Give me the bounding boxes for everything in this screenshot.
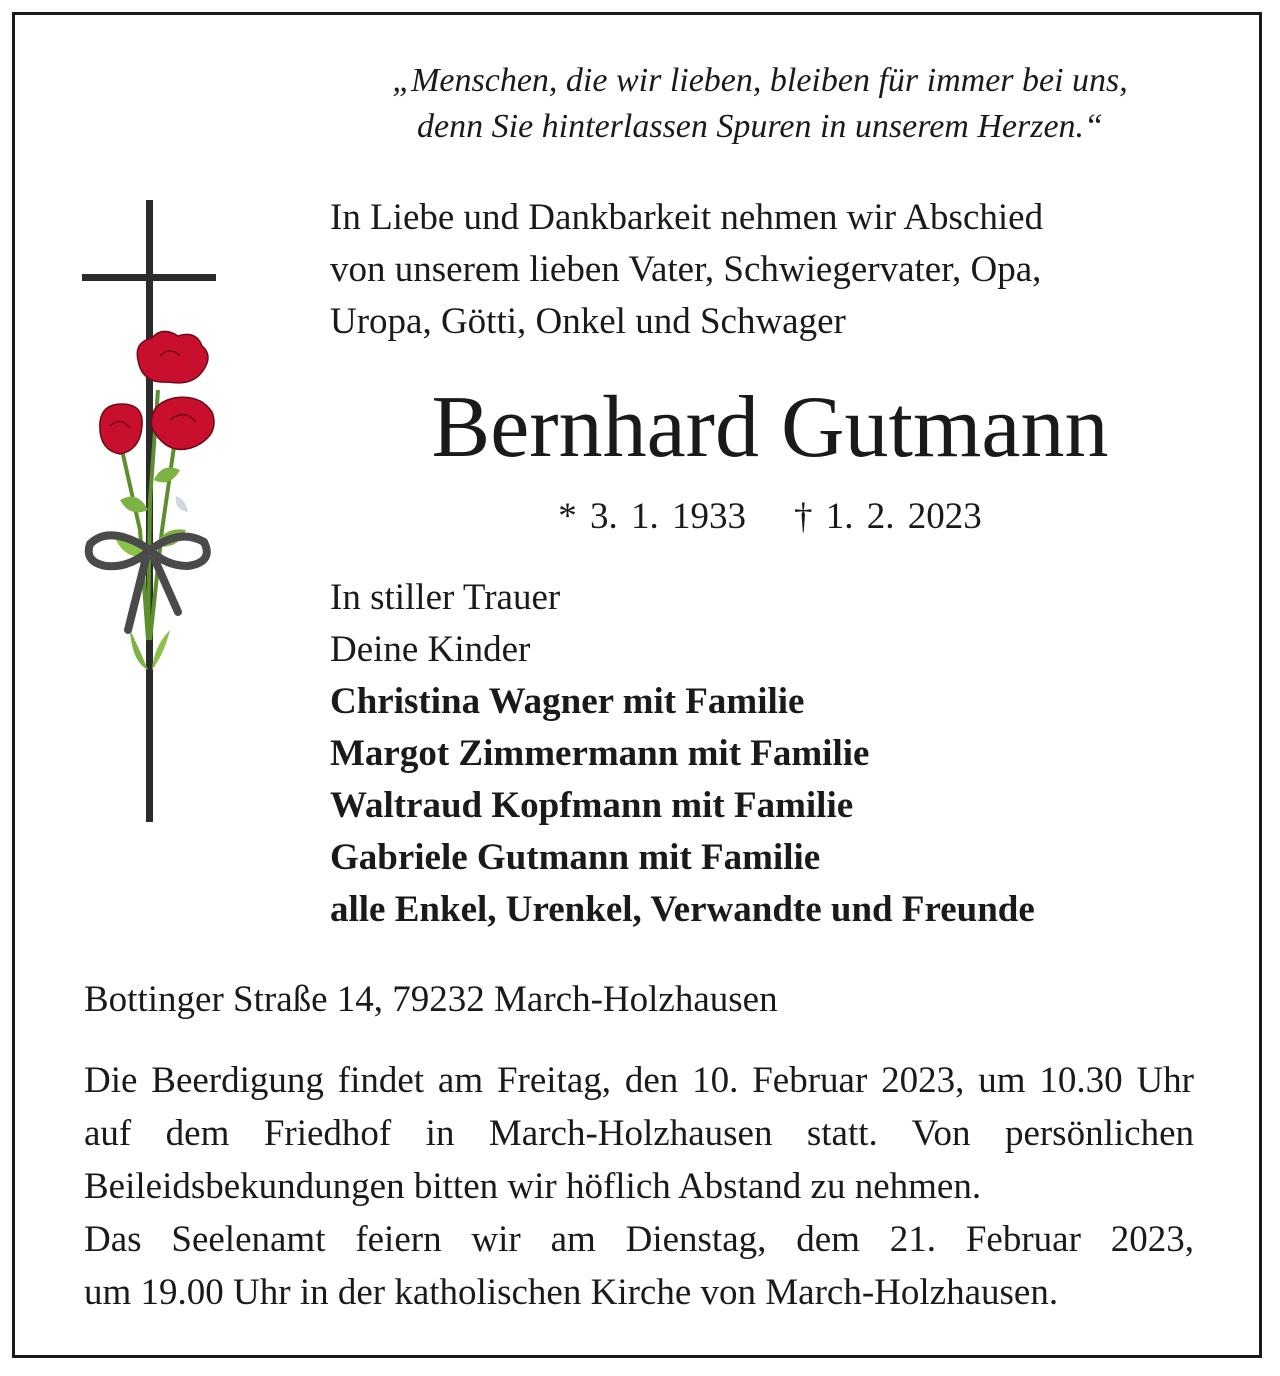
mourners-list <box>330 572 1230 936</box>
mourners-intro: Deine Kinder <box>330 629 531 670</box>
death-date: † 1. 2. 2023 <box>794 496 982 537</box>
funeral-line: auf dem Friedhof in March-Holzhausen statt. Von persönlichen <box>84 1113 1194 1154</box>
mourner-name: Gabriele Gutmann mit Familie <box>330 837 821 878</box>
funeral-line: um 19.00 Uhr in der katholischen Kirche von March-Holzhausen. <box>84 1272 1059 1313</box>
mourner-name: Margot Zimmermann mit Familie <box>330 733 870 774</box>
farewell-intro <box>330 192 1210 348</box>
mourner-name: alle Enkel, Urenkel, Verwandte und Freunde <box>330 889 1035 930</box>
intro-line: von unserem lieben Vater, Schwiegervater, Opa, <box>330 249 1042 290</box>
mourner-name: Waltraud Kopfmann mit Familie <box>330 785 854 826</box>
intro-line: Uropa, Götti, Onkel und Schwager <box>330 301 846 342</box>
mourning-phrase: In stiller Trauer <box>330 577 561 618</box>
intro-line: In Liebe und Dankbarkeit nehmen wir Abschied <box>330 197 1044 238</box>
memorial-quote <box>300 58 1220 150</box>
life-dates <box>300 494 1240 540</box>
deceased-name: Bernhard Gutmann <box>431 379 1109 476</box>
family-address: Bottinger Straße 14, 79232 March-Holzhausen <box>84 979 778 1020</box>
quote-line: denn Sie hinterlassen Spuren in unserem Herzen.“ <box>417 108 1103 145</box>
birth-date: * 3. 1. 1933 <box>558 496 746 537</box>
funeral-line: Das Seelenamt feiern wir am Dienstag, dem 21. Februar 2023, <box>84 1219 1194 1260</box>
mourner-name: Christina Wagner mit Familie <box>330 681 805 722</box>
funeral-details <box>84 1054 1194 1319</box>
quote-line: „Menschen, die wir lieben, bleiben für immer bei uns, <box>392 62 1128 99</box>
funeral-line: Beileidsbekundungen bitten wir höflich Abstand zu nehmen. <box>84 1166 982 1207</box>
cross-with-roses-icon <box>80 200 220 830</box>
funeral-line: Die Beerdigung findet am Freitag, den 10. Februar 2023, um 10.30 Uhr <box>84 1060 1194 1101</box>
